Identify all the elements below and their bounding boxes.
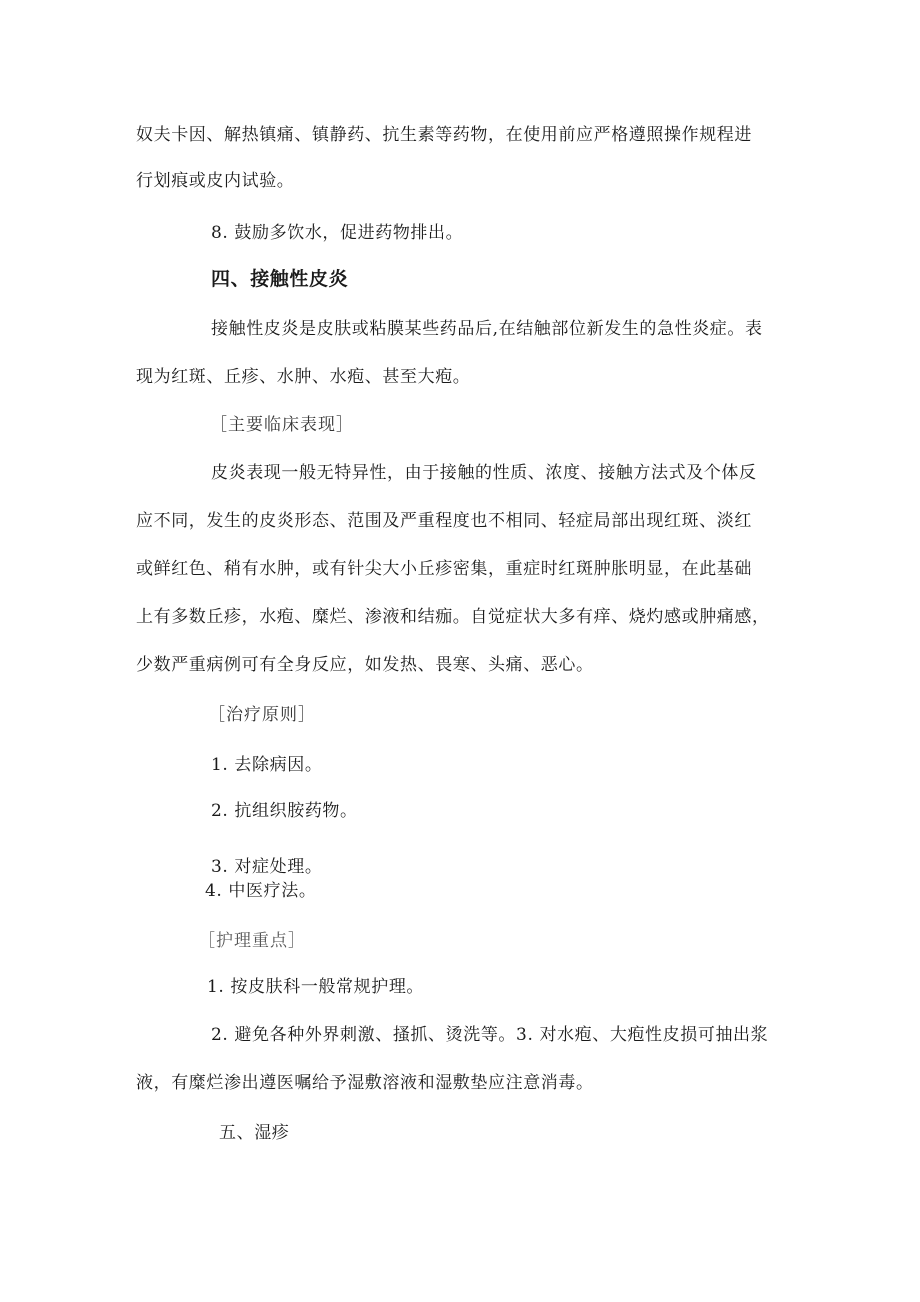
clinical-text-line-5: 少数严重病例可有全身反应，如发热、畏寒、头痛、恶心。 xyxy=(136,655,594,675)
treatment-principle-label: ［治疗原则］ xyxy=(208,705,316,725)
nursing-item-1: 1. 按皮肤科一般常规护理。 xyxy=(207,977,425,997)
section-4-title: 四、接触性皮炎 xyxy=(211,268,349,290)
intro-paragraph-line-2: 行划痕或皮内试验。 xyxy=(136,171,295,191)
treatment-item-4: 4. 中医疗法。 xyxy=(205,881,317,901)
clinical-text-line-1: 皮炎表现一般无特异性，由于接触的性质、浓度、接触方法式及个体反 xyxy=(211,463,757,483)
treatment-item-3: 3. 对症处理。 xyxy=(211,857,323,877)
intro-paragraph-line-1: 奴夫卡因、解热镇痛、镇静药、抗生素等药物，在使用前应严格遵照操作规程进 xyxy=(136,125,752,145)
clinical-text-line-2: 应不同，发生的皮炎形态、范围及严重程度也不相同、轻症局部出现红斑、淡红 xyxy=(136,511,752,531)
treatment-item-1: 1. 去除病因。 xyxy=(211,755,323,775)
clinical-manifestation-label: ［主要临床表现］ xyxy=(210,415,354,435)
nursing-item-2-line-2: 液，有糜烂渗出遵医嘱给予湿敷溶液和湿敷垫应注意消毒。 xyxy=(136,1073,594,1093)
clinical-text-line-3: 或鲜红色、稍有水肿，或有针尖大小丘疹密集，重症时红斑肿胀明显，在此基础 xyxy=(136,559,752,579)
section-4-intro-line-2: 现为红斑、丘疹、水肿、水疱、甚至大疱。 xyxy=(136,367,471,387)
nursing-item-2-line-1: 2. 避免各种外界刺激、搔抓、烫洗等。3. 对水疱、大疱性皮损可抽出浆 xyxy=(211,1025,769,1045)
list-item-8: 8. 鼓励多饮水，促进药物排出。 xyxy=(211,223,464,243)
clinical-text-line-4: 上有多数丘疹，水疱、糜烂、渗液和结痂。自觉症状大多有痒、烧灼感或肿痛感， xyxy=(136,607,770,627)
section-5-title: 五、湿疹 xyxy=(219,1123,290,1143)
treatment-item-2: 2. 抗组织胺药物。 xyxy=(211,801,358,821)
section-4-intro-line-1: 接触性皮炎是皮肤或粘膜某些药品后,在结触部位新发生的急性炎症。表 xyxy=(211,319,763,339)
nursing-focus-label: ［护理重点］ xyxy=(198,931,306,951)
